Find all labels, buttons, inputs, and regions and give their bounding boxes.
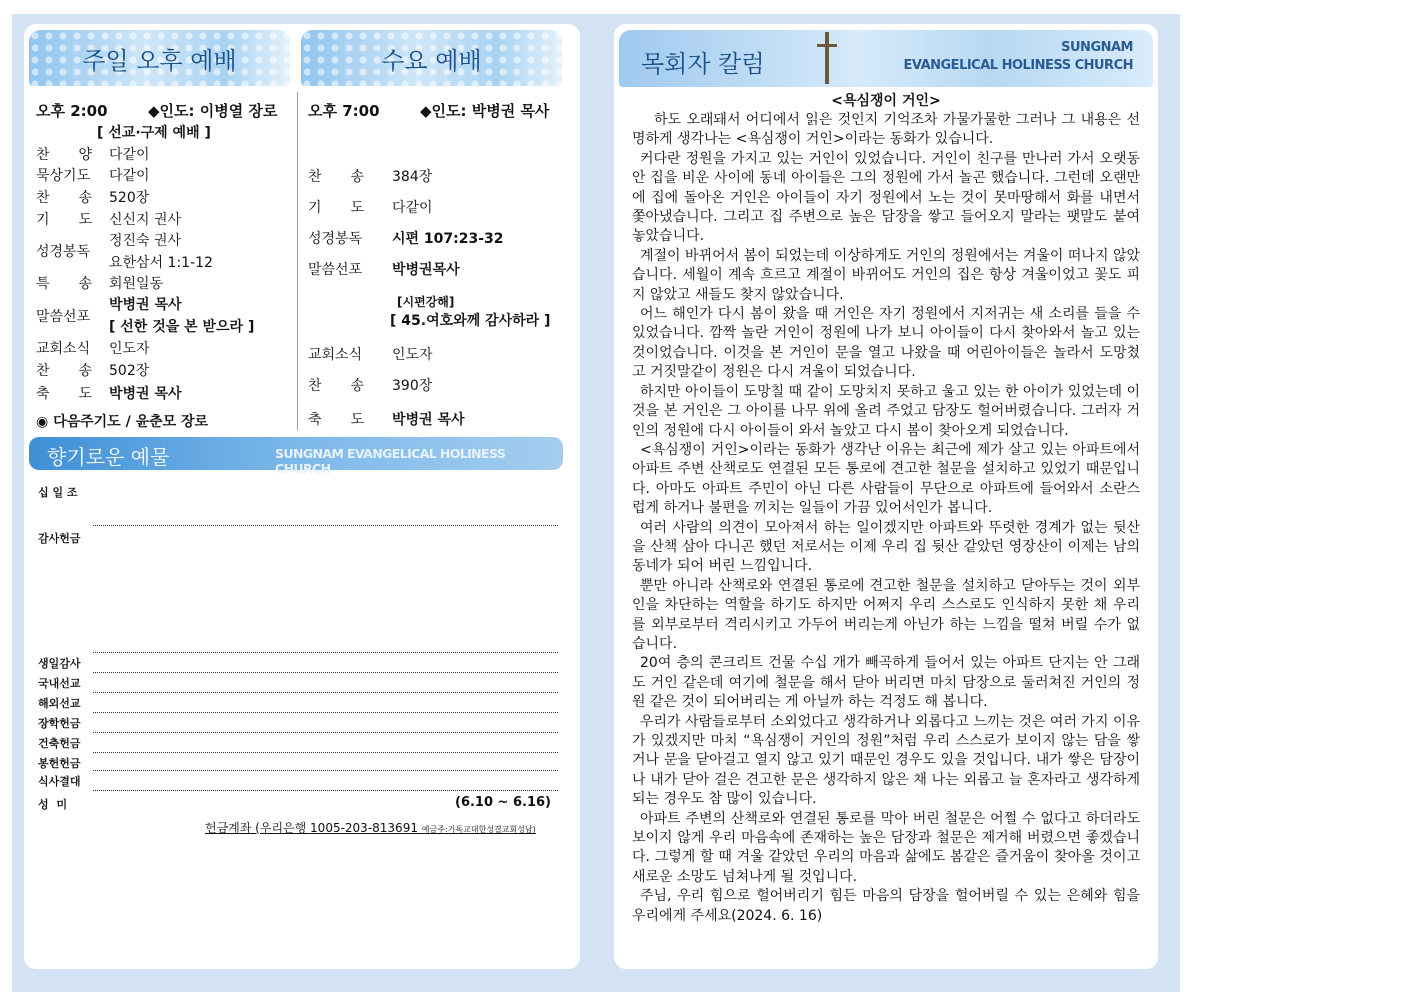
offering-period: (6.10 ~ 6.16) <box>455 795 551 810</box>
offering-label: 십 일 조 <box>38 486 78 499</box>
column-title: 목회자 칼럼 <box>641 50 765 78</box>
sunday-theme: [ 선교·구제 예배 ] <box>97 125 211 141</box>
order-value: 502장 <box>109 363 150 379</box>
offering-header <box>29 437 563 476</box>
article-paragraph: 여러 사람의 의견이 모아져서 하는 일이겠지만 아파트와 뚜렷한 경계가 없는 뒷산을 산책 삼아 다니곤 했던 저로서는 이제 우리 집 뒷산 같았던 영장산이 이제는 남의 동네가 되어 버린 느낌입니다. <box>632 519 1140 575</box>
sermon-series: [시편강해] <box>397 295 455 309</box>
order-value: 520장 <box>109 190 150 206</box>
order-value: 390장 <box>392 378 433 394</box>
order-value: 다같이 <box>392 200 433 216</box>
article-paragraph: 어느 해인가 다시 봄이 왔을 때 거인은 자기 정원에서 지저귀는 새 소리를 들을 수 있었습니다. 깜짝 놀란 거인이 정원에 나가 보니 아이들이 다시 찾아와서 놀고 있는 것이었습니다. 이것을 본 거인이 문을 열고 나왔을 때 어린아이들은 놀라서 도망쳤고 거짓말같이 정원은 다시 겨울이 되었습니다. <box>632 306 1140 381</box>
order-value: 신신지 권사 <box>109 212 182 228</box>
offering-label: 해외선교 <box>38 697 81 710</box>
order-label: 묵상기도 <box>36 168 91 184</box>
dotted-line <box>93 525 558 526</box>
sunday-leader: ◆인도: 이병열 장로 <box>148 102 278 120</box>
order-value: 시편 107:23-32 <box>392 231 504 247</box>
order-label: 교회소식 <box>308 347 363 363</box>
wednesday-sermon-title: [ 45.여호와께 감사하라 ] <box>390 313 551 329</box>
dotted-line <box>93 752 558 753</box>
column-body <box>632 92 1140 952</box>
offering-label: 감사헌금 <box>38 532 81 545</box>
order-label: 성경봉독 <box>308 231 363 247</box>
offering-label: 생일감사 <box>38 657 81 670</box>
article-paragraph: 커다란 정원을 가지고 있는 거인이 있었습니다. 거인이 친구를 만나러 가서 오랫동안 집을 비운 사이에 동네 아이들은 그의 정원에 가서 놀곤 했습니다. 그런데 오랜만에 집에 돌아온 거인은 아이들이 자기 정원에서 노는 것이 못마땅해서 화를 내면서 쫓아냈습니다. 그리고 집 주변으로 높은 담장을 쌓고 들어오지 말라는 팻말도 붙여 놓았습니다. <box>632 150 1140 245</box>
column-header <box>619 30 1153 87</box>
order-label: 찬 송 <box>36 190 92 206</box>
column-divider <box>297 92 298 430</box>
offering-title: 향기로운 예물 <box>47 445 170 469</box>
order-value: 384장 <box>392 169 433 185</box>
order-value-2: 요한삼서 1:1-12 <box>109 255 213 271</box>
offering-label: 장학헌금 <box>38 717 81 730</box>
dotted-line <box>93 732 558 733</box>
order-label: 축 도 <box>36 386 92 402</box>
article-paragraph: 뿐만 아니라 산책로와 연결된 통로에 견고한 철문을 설치하고 닫아두는 것이 외부인을 차단하는 역할을 하기도 하지만 어쩌지 우리 스스로도 인식하지 못한 채 우리를 외부로부터 격리시키고 가두어 버리는게 아닌가 하는 느낌을 떨쳐 버릴 수가 없습니다. <box>632 577 1140 652</box>
offering-label: 건축헌금 <box>38 737 81 750</box>
article-paragraph: <욕심쟁이 거인>이라는 동화가 생각난 이유는 최근에 제가 살고 있는 아파트에서 아파트 주변 산책로도 연결된 모든 통로에 견고한 철문을 설치하고 있었기 때문입니다. 아마도 아파트 주민이 아닌 다른 사람들이 무단으로 아파트에 들어와서 소란스럽게 하거나 불편을 끼치는 일들이 가끔 있어서인가 봅니다. <box>632 441 1140 517</box>
dotted-line <box>93 672 558 673</box>
order-value: 다같이 <box>109 147 150 163</box>
order-label: 축 도 <box>308 412 364 428</box>
dotted-line <box>93 770 558 771</box>
order-value: 박병권목사 <box>392 262 460 278</box>
dotted-line <box>93 692 558 693</box>
order-label: 기 도 <box>36 212 92 228</box>
order-value: 인도자 <box>392 347 433 363</box>
article-paragraph: 우리가 사람들로부터 소외었다고 생각하거나 외롭다고 느끼는 것은 여러 가지 이유가 있겠지만 마치 “욕심쟁이 거인의 정원”처럼 우리 스스로가 보이지 않는 담을 쌓거나 문을 닫아걸고 열지 않고 있기 때문인 경우도 있을 것입니다. 내가 쌓은 담장이나 내가 닫아 걸은 견고한 문은 생각하지 않은 채 나는 외롭고 늘 혼자라고 생각하게 되는 경우도 참 많이 있습니다. <box>632 713 1140 808</box>
order-value: 다같이 <box>109 168 150 184</box>
order-value: 박병권 목사 <box>392 412 465 428</box>
offering-label: 국내선교 <box>38 677 81 690</box>
order-label: 성경봉독 <box>36 244 91 260</box>
order-label: 찬 양 <box>36 147 92 163</box>
order-label: 찬 송 <box>308 169 364 185</box>
order-label: 특 송 <box>36 276 92 292</box>
next-prayer: ◉ 다음주기도 / 윤춘모 장로 <box>36 414 209 430</box>
order-value: 회원일동 <box>109 276 164 292</box>
order-label: 기 도 <box>308 200 364 216</box>
dotted-line <box>93 712 558 713</box>
order-label: 말씀선포 <box>308 262 363 278</box>
sermon-title: [ 선한 것을 본 받으라 ] <box>109 319 255 335</box>
wednesday-header <box>301 30 562 86</box>
wednesday-time: 오후 7:00 <box>308 102 380 120</box>
article-paragraph: 주님, 우리 힘으로 헐어버리기 힘든 마음의 담장을 헐어버릴 수 있는 은혜와 힘을 우리에게 주세요(2024. 6. 16) <box>632 888 1140 924</box>
dotted-line <box>93 652 558 653</box>
offering-label: 성 미 <box>38 798 70 811</box>
sunday-pm-title: 주일 오후 예배 <box>82 46 237 75</box>
order-label: 찬 송 <box>308 378 364 394</box>
cross-icon <box>815 32 839 84</box>
article-paragraph: 계절이 바뀌어서 봄이 되었는데 이상하게도 거인의 정원에서는 겨울이 떠나지 않았습니다. 세월이 계속 흐르고 계절이 바뀌어도 거인의 집은 항상 겨울이었고 꽃도 피지 않았고 새들도 찾지 않았습니다. <box>632 247 1140 303</box>
article-paragraph: 하지만 아이들이 도망칠 때 같이 도망치지 못하고 울고 있는 한 아이가 있었는데 이것을 본 거인은 그 아이를 나무 위에 올려 주었고 담장도 헐어버렸습니다. 그러자 거인의 정원에 다시 아이들이 와서 놀았고 다시 봄이 찾아오게 되었습니다. <box>632 383 1140 439</box>
dotted-line <box>93 790 558 791</box>
order-value: 인도자 <box>109 341 150 357</box>
offering-account: 헌금계좌 (우리은행 1005-203-813691 예금주:기독교대한성결교회성남) <box>205 821 536 835</box>
article-paragraph: 아파트 주변의 산책로와 연결된 통로를 막아 버린 철문은 어쩔 수 없다고 하더라도 보이지 않게 우리 마음속에 존재하는 높은 담장과 철문은 제거해 버렸으면 좋겠습니다. 그렇게 할 때 겨울 같았던 우리의 마음과 삶에도 봄같은 즐거움이 찾아올 것이고 새로운 소망도 넘쳐나게 될 것입니다. <box>632 810 1140 885</box>
column-church-line2: EVANGELICAL HOLINESS CHURCH <box>903 58 1133 73</box>
article-title: <욕심쟁이 거인> <box>831 93 941 109</box>
sunday-pm-header <box>29 30 290 86</box>
offering-church-name: SUNGNAM EVANGELICAL HOLINESS CHURCH <box>275 446 506 476</box>
order-label: 말씀선포 <box>36 309 91 325</box>
order-value: 박병권 목사 <box>109 386 182 402</box>
article-paragraph: 하도 오래돼서 어디에서 읽은 것인지 기억조차 가물가물한 그러나 그 내용은 선명하게 생각나는 <욕심쟁이 거인>이라는 동화가 있습니다. <box>632 112 1140 148</box>
sunday-time: 오후 2:00 <box>36 102 108 120</box>
offering-label: 식사결대 <box>38 775 81 788</box>
wednesday-title: 수요 예배 <box>381 46 482 75</box>
order-value: 정진숙 권사 <box>109 233 182 249</box>
wednesday-leader: ◆인도: 박병권 목사 <box>420 102 550 120</box>
article-paragraph: 20여 층의 콘크리트 건물 수십 개가 빼곡하게 들어서 있는 아파트 단지는 안 그래도 거인 같은데 여기에 철문을 해서 닫아 버리면 마치 담장으로 둘러쳐진 거인의 정원 같은 것이 되어버리는 게 아닐까 하는 걱정도 해 봅니다. <box>632 655 1140 711</box>
order-label: 찬 송 <box>36 363 92 379</box>
order-value: 박병권 목사 <box>109 297 182 313</box>
offering-label: 봉헌헌금 <box>38 757 81 770</box>
order-label: 교회소식 <box>36 341 91 357</box>
column-church-line1: SUNGNAM <box>1061 40 1133 55</box>
